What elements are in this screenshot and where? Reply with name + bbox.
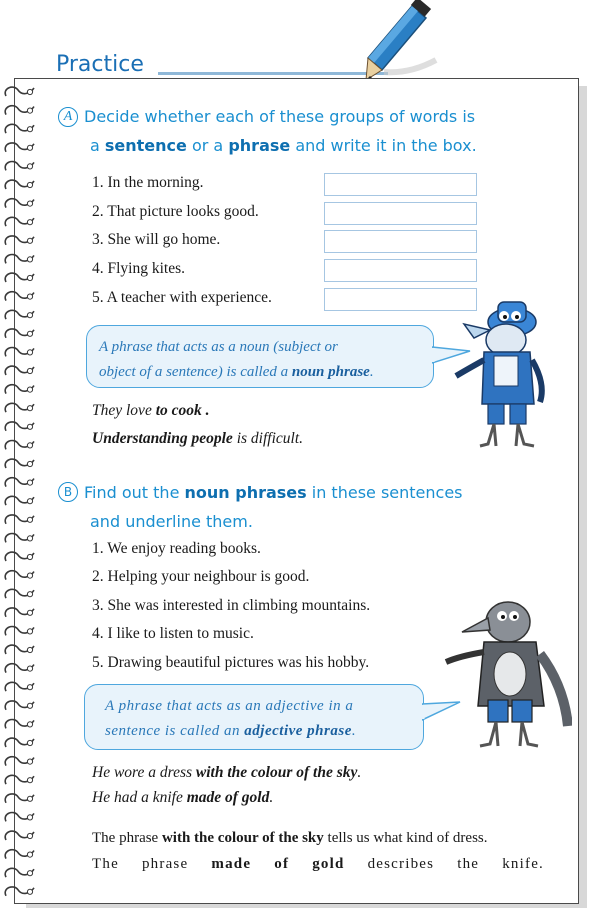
pencil-icon [360,0,440,86]
spiral-coil [5,162,34,171]
list-item: 2. Helping your neighbour is good. [92,568,310,585]
spiral-coil [5,813,34,822]
grey-bird-character-icon [440,596,572,758]
spiral-coil [5,255,34,264]
spiral-coil [5,571,34,580]
spiral-coil [5,329,34,338]
spiral-coil [5,887,34,896]
spiral-coil [5,273,34,282]
spiral-coil [5,403,34,412]
spiral-coil [5,720,34,729]
spiral-coil [5,794,34,803]
list-item: 4. Flying kites. [92,260,186,277]
spiral-coil [5,310,34,319]
example-sentence-4: He had a knife made of gold. [92,789,274,806]
spiral-coil [5,422,34,431]
list-item: 5. Drawing beautiful pictures was his hobby. [92,654,370,671]
spiral-coil [5,217,34,226]
example-sentence-2: Understanding people is difficult. [92,430,303,447]
spiral-coil [5,385,34,394]
list-item: 2. That picture looks good. [92,203,259,220]
answer-box-4[interactable] [324,259,477,282]
spiral-coil [5,775,34,784]
example-sentence-1: They love to cook . [92,402,210,419]
answer-box-2[interactable] [324,202,477,225]
spiral-coil [5,236,34,245]
list-item: 1. We enjoy reading books. [92,540,261,557]
spiral-coil [5,738,34,747]
spiral-coil [5,627,34,636]
section-a-instructions: A Decide whether each of these groups of words is a sentence or a phrase and write it in the box. [58,102,558,160]
spiral-coil [5,868,34,877]
list-item: 1. In the morning. [92,174,204,191]
list-item: 4. I like to listen to music. [92,625,254,642]
title-underline [158,72,388,75]
noun-phrase-note: A phrase that acts as a noun (subject or object of a sentence) is called a noun phrase. [86,325,434,388]
spiral-coil [5,682,34,691]
spiral-coil [5,87,34,96]
answer-box-1[interactable] [324,173,477,196]
explanation-line-2: The phrase made of gold describes the knife. [92,856,544,872]
section-b-instructions: B Find out the noun phrases in these sentences and underline them. [58,478,558,536]
section-b-badge: B [58,482,78,502]
adjective-phrase-note: A phrase that acts as an adjective in a sentence is called an adjective phrase. [84,684,424,750]
spiral-coil [5,441,34,450]
explanation-line-1: The phrase with the colour of the sky tells us what kind of dress. [92,830,488,846]
spiral-coil [5,701,34,710]
blue-bird-character-icon [450,294,560,454]
spiral-coil [5,180,34,189]
list-item: 3. She was interested in climbing mountains. [92,597,371,614]
spiral-coil [5,552,34,561]
spiral-coil [5,589,34,598]
spiral-coil [5,199,34,208]
spiral-coil [5,366,34,375]
list-item: 5. A teacher with experience. [92,289,272,306]
spiral-coil [5,831,34,840]
spiral-coil [5,608,34,617]
example-sentence-3: He wore a dress with the colour of the sky. [92,764,362,781]
spiral-coil [5,515,34,524]
spiral-coil [5,292,34,301]
spiral-coil [5,106,34,115]
spiral-coil [5,124,34,133]
spiral-coil [5,664,34,673]
spiral-coil [5,645,34,654]
spiral-coil [5,143,34,152]
spiral-coil [5,478,34,487]
section-a-badge: A [58,107,78,127]
answer-box-3[interactable] [324,230,477,253]
list-item: 3. She will go home. [92,231,221,248]
spiral-coil [5,459,34,468]
page-title: Practice [56,52,144,77]
spiral-coil [5,757,34,766]
spiral-coil [5,348,34,357]
spiral-binding-icon [0,78,44,908]
spiral-coil [5,496,34,505]
spiral-coil [5,850,34,859]
spiral-coil [5,534,34,543]
